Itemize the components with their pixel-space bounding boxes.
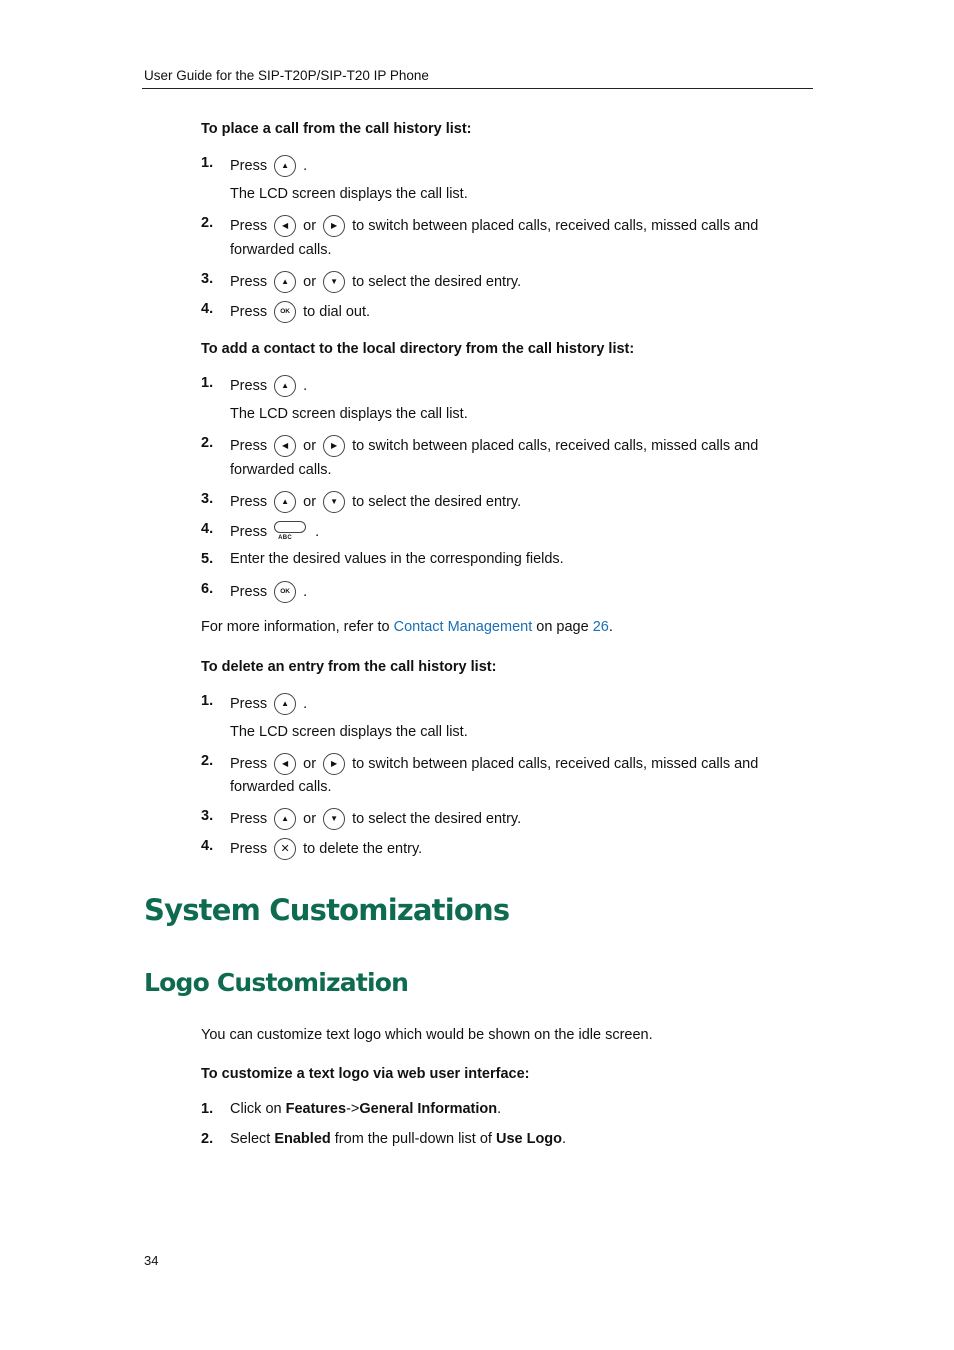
section-title-system-customizations: System Customizations — [144, 893, 510, 927]
section-heading-delete-entry: To delete an entry from the call history list: — [201, 659, 497, 675]
left-key-icon: ◀ — [274, 435, 296, 457]
contact-management-link[interactable]: Contact Management — [393, 619, 533, 635]
down-key-icon: ▼ — [323, 491, 345, 513]
up-key-icon: ▲ — [274, 155, 296, 177]
step-3: 3. Press ▲ or ▼ to select the desired entry. — [201, 271, 213, 287]
step-1-result: The LCD screen displays the call list. — [230, 724, 468, 740]
more-info-paragraph: For more information, refer to Contact Management on page 26. — [201, 619, 613, 635]
step-4: 4. Press ✕ to delete the entry. — [201, 838, 213, 854]
step-2: 2. Press ◀ or ▶ to switch between placed calls, received calls, missed calls and — [201, 215, 213, 231]
step-2-continued: forwarded calls. — [230, 779, 332, 795]
page-26-link[interactable]: 26 — [592, 619, 609, 635]
abc-softkey-icon: ABC — [274, 521, 308, 543]
right-key-icon: ▶ — [323, 753, 345, 775]
step-3: 3. Press ▲ or ▼ to select the desired entry. — [201, 491, 213, 507]
down-key-icon: ▼ — [323, 271, 345, 293]
step-1-result: The LCD screen displays the call list. — [230, 406, 468, 422]
step-2: 2. Press ◀ or ▶ to switch between placed calls, received calls, missed calls and — [201, 753, 213, 769]
step-5: 5. Enter the desired values in the corresponding fields. — [201, 551, 564, 567]
step-1-result: The LCD screen displays the call list. — [230, 186, 468, 202]
right-key-icon: ▶ — [323, 435, 345, 457]
ok-key-icon: OK — [274, 301, 296, 323]
step-1: 1. Press ▲ . — [201, 375, 213, 391]
step-1: 1. Press ▲ . — [201, 155, 213, 171]
running-header: User Guide for the SIP-T20P/SIP-T20 IP Phone — [144, 68, 429, 83]
step-6: 6. Press OK . — [201, 581, 213, 597]
down-key-icon: ▼ — [323, 808, 345, 830]
section-heading-place-call: To place a call from the call history list: — [201, 121, 472, 137]
logo-step-2: 2. Select Enabled from the pull-down list of Use Logo. — [201, 1131, 567, 1147]
subsection-title-logo-customization: Logo Customization — [144, 968, 409, 997]
step-1: 1. Press ▲ . — [201, 693, 213, 709]
logo-step-1: 1. Click on Features->General Information. — [201, 1101, 502, 1117]
menu-features: Features — [285, 1101, 347, 1117]
page-number: 34 — [144, 1253, 159, 1268]
step-2-continued: forwarded calls. — [230, 462, 332, 478]
field-use-logo: Use Logo — [495, 1131, 563, 1147]
up-key-icon: ▲ — [274, 375, 296, 397]
ok-key-icon: OK — [274, 581, 296, 603]
up-key-icon: ▲ — [274, 491, 296, 513]
header-rule — [142, 88, 813, 89]
menu-general-information: General Information — [359, 1101, 498, 1117]
step-2-continued: forwarded calls. — [230, 242, 332, 258]
up-key-icon: ▲ — [274, 271, 296, 293]
step-4: 4. Press ABC . — [201, 521, 320, 541]
left-key-icon: ◀ — [274, 215, 296, 237]
cancel-key-icon: ✕ — [274, 838, 296, 860]
step-4: 4. Press OK to dial out. — [201, 301, 213, 317]
section-heading-add-contact: To add a contact to the local directory from the call history list: — [201, 341, 635, 357]
up-key-icon: ▲ — [274, 693, 296, 715]
step-3: 3. Press ▲ or ▼ to select the desired entry. — [201, 808, 213, 824]
up-key-icon: ▲ — [274, 808, 296, 830]
right-key-icon: ▶ — [323, 215, 345, 237]
left-key-icon: ◀ — [274, 753, 296, 775]
option-enabled: Enabled — [274, 1131, 331, 1147]
step-2: 2. Press ◀ or ▶ to switch between placed calls, received calls, missed calls and — [201, 435, 213, 451]
logo-intro: You can customize text logo which would be shown on the idle screen. — [201, 1027, 653, 1043]
section-heading-customize-logo: To customize a text logo via web user interface: — [201, 1066, 530, 1082]
